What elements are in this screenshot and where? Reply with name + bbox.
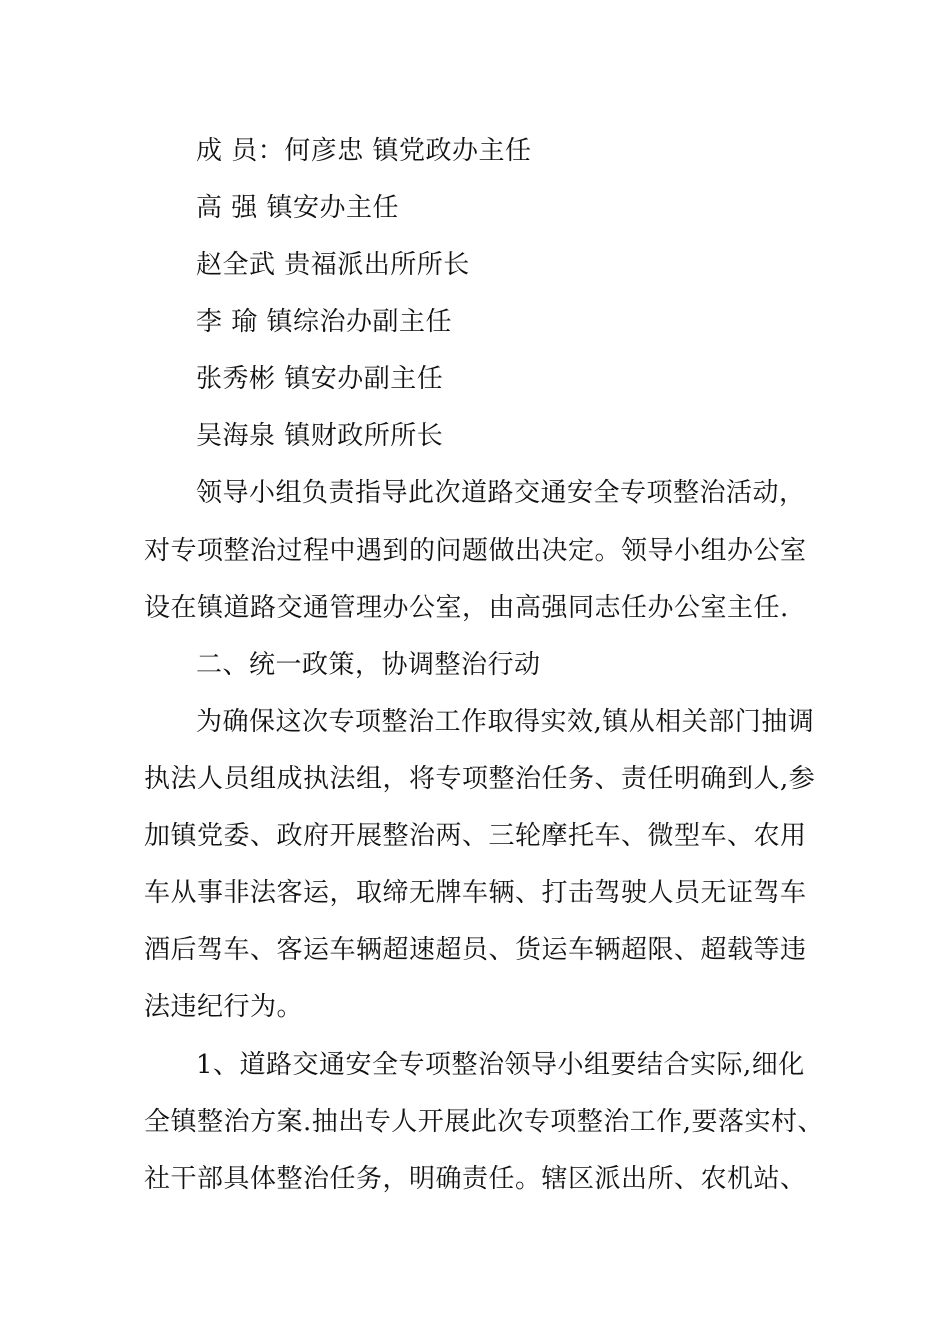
paragraph-line: 法违纪行为。 — [144, 992, 304, 1022]
member-line-5: 张秀彬 镇安办副主任 — [196, 364, 444, 394]
section-heading: 二、统一政策，协调整治行动 — [196, 650, 541, 680]
member-line-3: 赵全武 贵福派出所所长 — [196, 250, 470, 280]
paragraph-line: 设在镇道路交通管理办公室，由高强同志任办公室主任. — [144, 593, 789, 623]
member-line-2: 高 强 镇安办主任 — [196, 193, 400, 223]
member-line-1: 成 员：何彦忠 镇党政办主任 — [196, 136, 532, 166]
paragraph-line: 对专项整治过程中遇到的问题做出决定。领导小组办公室 — [144, 536, 807, 566]
paragraph-line: 加镇党委、政府开展整治两、三轮摩托车、微型车、农用 — [144, 821, 807, 851]
paragraph-line: 执法人员组成执法组，将专项整治任务、责任明确到人,参 — [144, 764, 816, 794]
paragraph-line: 为确保这次专项整治工作取得实效,镇从相关部门抽调 — [196, 707, 815, 737]
numbered-item-line: 1、道路交通安全专项整治领导小组要结合实际,细化 — [196, 1050, 805, 1080]
numbered-item-line: 社干部具体整治任务，明确责任。辖区派出所、农机站、 — [144, 1164, 807, 1194]
paragraph-line: 酒后驾车、客运车辆超速超员、货运车辆超限、超载等违 — [144, 935, 807, 965]
paragraph-line: 领导小组负责指导此次道路交通安全专项整治活动， — [196, 478, 806, 508]
member-line-4: 李 瑜 镇综治办副主任 — [196, 307, 453, 337]
numbered-item-line: 全镇整治方案.抽出专人开展此次专项整治工作,要落实村、 — [144, 1107, 825, 1137]
paragraph-line: 车从事非法客运，取缔无牌车辆、打击驾驶人员无证驾车 — [144, 878, 807, 908]
member-line-6: 吴海泉 镇财政所所长 — [196, 421, 444, 451]
